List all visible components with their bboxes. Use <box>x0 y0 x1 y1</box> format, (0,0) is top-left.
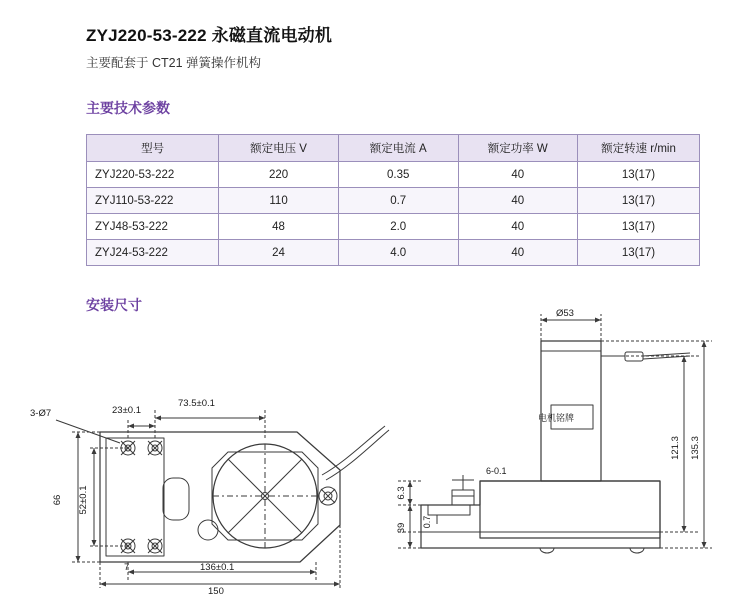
dimension-drawing <box>0 300 744 599</box>
cell-power: 40 <box>458 162 577 188</box>
label-121-3: 121.3 <box>670 436 681 460</box>
section-heading-dimensions: 安装尺寸 <box>86 297 142 313</box>
page-subtitle: 主要配套于 CT21 弹簧操作机构 <box>86 56 262 70</box>
label-150: 150 <box>208 586 224 597</box>
cell-model: ZYJ220-53-222 <box>87 162 219 188</box>
cell-voltage: 48 <box>219 214 339 240</box>
cell-model: ZYJ24-53-222 <box>87 240 219 266</box>
cell-power: 40 <box>458 214 577 240</box>
cell-current: 2.0 <box>338 214 458 240</box>
label-66: 66 <box>52 494 63 506</box>
cell-power: 40 <box>458 240 577 266</box>
cell-speed: 13(17) <box>577 214 699 240</box>
column-header-power: 额定功率 W <box>458 135 577 162</box>
column-header-voltage: 额定电压 V <box>219 135 339 162</box>
cell-speed: 13(17) <box>577 188 699 214</box>
cell-voltage: 110 <box>219 188 339 214</box>
label-39: 39 <box>396 522 407 534</box>
cell-current: 0.7 <box>338 188 458 214</box>
column-header-model: 型号 <box>87 135 219 162</box>
label-73-5: 73.5±0.1 <box>178 398 215 409</box>
table-header-row <box>87 135 700 162</box>
cell-voltage: 220 <box>219 162 339 188</box>
cell-speed: 13(17) <box>577 162 699 188</box>
cell-current: 4.0 <box>338 240 458 266</box>
cell-model: ZYJ110-53-222 <box>87 188 219 214</box>
label-dia-53: Ø53 <box>556 308 574 319</box>
cell-current: 0.35 <box>338 162 458 188</box>
page-title: ZYJ220-53-222 永磁直流电动机 <box>86 26 333 46</box>
cell-speed: 13(17) <box>577 240 699 266</box>
section-heading-parameters: 主要技术参数 <box>86 100 170 116</box>
label-135-3: 135.3 <box>690 436 701 460</box>
label-7: 7 <box>124 562 130 573</box>
column-header-current: 额定电流 A <box>338 135 458 162</box>
label-0-7: 0.7 <box>422 515 432 529</box>
specification-table <box>86 134 700 266</box>
cell-voltage: 24 <box>219 240 339 266</box>
label-3xD7: 3-Ø7 <box>30 408 52 419</box>
table-row <box>87 240 700 266</box>
label-6-3: 6.3 <box>396 486 407 500</box>
label-136: 136±0.1 <box>200 562 235 573</box>
cell-power: 40 <box>458 188 577 214</box>
column-header-speed: 额定转速 r/min <box>577 135 699 162</box>
label-6-01: 6-0.1 <box>486 466 507 476</box>
label-nameplate: 电机铭牌 <box>537 413 575 423</box>
table-row <box>87 214 700 240</box>
table-row <box>87 188 700 214</box>
label-52: 52±0.1 <box>78 485 89 515</box>
label-23: 23±0.1 <box>112 405 141 416</box>
table-row <box>87 162 700 188</box>
cell-model: ZYJ48-53-222 <box>87 214 219 240</box>
